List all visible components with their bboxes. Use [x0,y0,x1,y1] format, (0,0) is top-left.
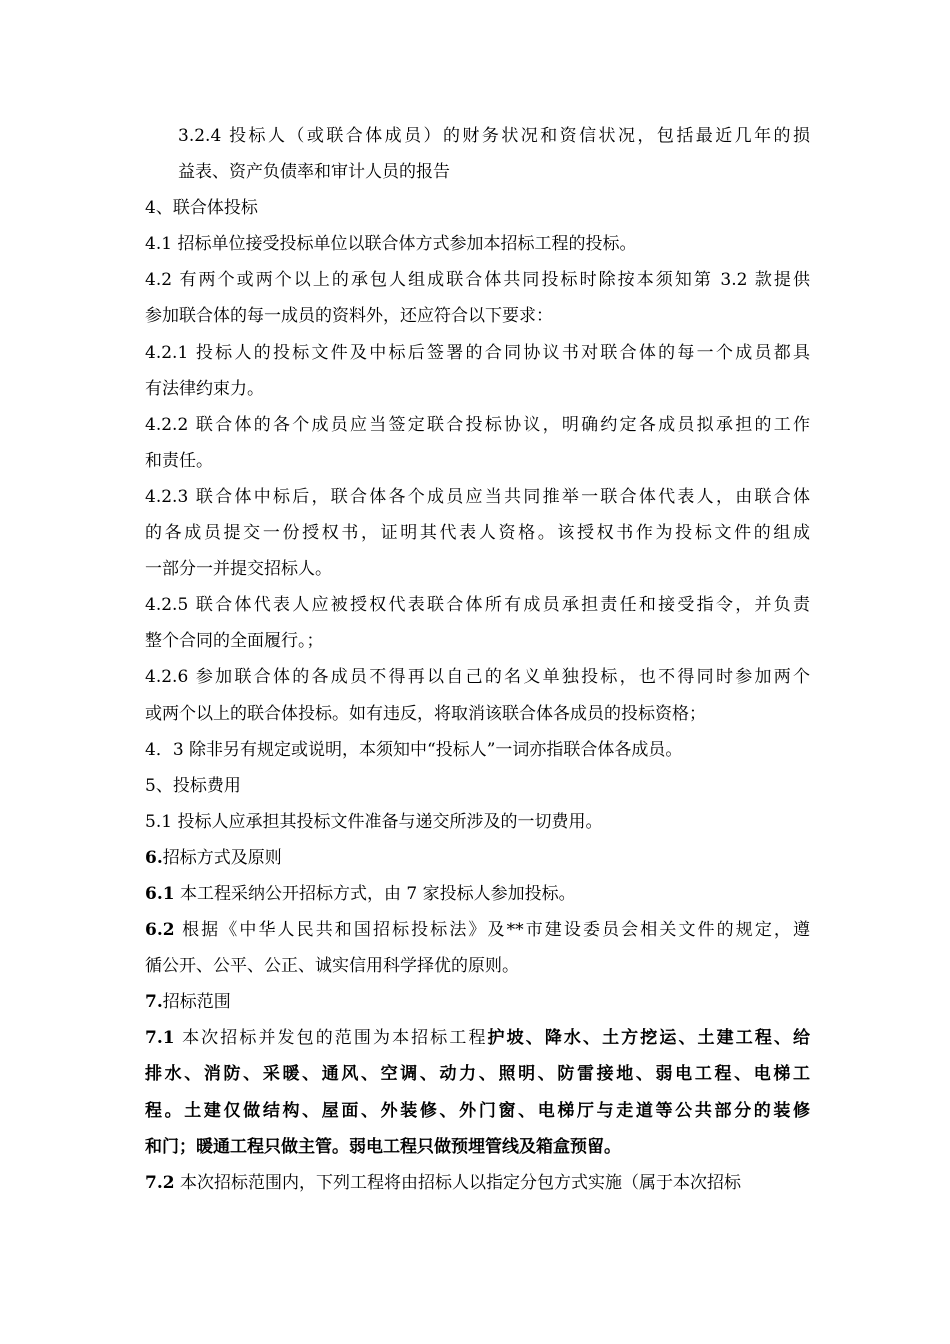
text-line [145,515,810,551]
paragraph-p-7 [145,984,810,1020]
bold-text: 护坡、降水、土方挖运、土建工程、给 [487,1028,811,1049]
text-line [145,768,810,804]
text-run: 4.1 招标单位接受投标单位以联合体方式参加本招标工程的投标。 [145,234,637,255]
text-run: 本次招标范围内，下列工程将由招标人以指定分包方式实施（属于本次招标 [174,1172,741,1193]
text-run: 4.2 有两个或两个以上的承包人组成联合体共同投标时除按本须知第 3.2 款提供 [145,270,810,291]
paragraph-p-4-1 [145,226,810,262]
text-line [145,623,810,659]
text-run: 循公开、公平、公正、诚实信用科学择优的原则。 [145,956,519,977]
text-run: 4．3 除非另有规定或说明，本须知中“投标人”一词亦指联合体各成员。 [145,739,683,760]
paragraph-p-6 [145,840,810,876]
paragraph-p-3-2-4 [145,118,810,190]
bold-text: 和门；暖通工程只做主管。弱电工程只做预埋管线及箱盒预留。 [145,1136,621,1157]
text-run: 和责任。 [145,450,213,471]
text-line [145,298,810,334]
bold-text: 7. [145,992,163,1013]
text-line [145,912,810,948]
text-run: 4、联合体投标 [145,198,258,219]
text-run: 或两个以上的联合体投标。如有违反，将取消该联合体各成员的投标资格； [145,703,706,724]
text-line [145,659,810,695]
text-line [145,840,810,876]
text-run: 参加联合体的每一成员的资料外，还应符合以下要求： [145,306,553,327]
paragraph-p-4-2-5 [145,587,810,659]
text-run: 招标方式及原则 [162,847,282,868]
text-line [145,876,810,912]
paragraph-p-4-2-2 [145,407,810,479]
text-run: 4.2.2 联合体的各个成员应当签定联合投标协议，明确约定各成员拟承担的工作 [145,414,810,435]
text-run: 3.2.4 投标人（或联合体成员）的财务状况和资信状况，包括最近几年的损 [178,126,810,146]
bold-text: 6.2 [145,920,175,941]
text-run: 5.1 投标人应承担其投标文件准备与递交所涉及的一切费用。 [145,811,603,832]
text-line [145,443,810,479]
text-line [145,804,810,840]
text-line [145,118,810,154]
text-line [145,335,810,371]
text-line [145,479,810,515]
bold-text: 6.1 [145,883,175,904]
text-line [145,407,810,443]
text-run: 的各成员提交一份授权书，证明其代表人资格。该授权书作为投标文件的组成 [145,523,810,544]
text-run: 招标范围 [162,992,231,1013]
document-body [145,118,810,1201]
text-run: 本工程采纳公开招标方式，由 7 家投标人参加投标。 [174,883,576,904]
paragraph-p-5-1 [145,804,810,840]
paragraph-p-4-2-1 [145,335,810,407]
bold-text: 程。土建仅做结构、屋面、外装修、外门窗、电梯厅与走道等公共部分的装修 [145,1100,810,1121]
text-run: 4.2.5 联合体代表人应被授权代表联合体所有成员承担责任和接受指令，并负责 [145,595,810,616]
text-run: 有法律约束力。 [145,378,264,399]
paragraph-p-7-2 [145,1165,810,1201]
paragraph-p-7-1 [145,1020,810,1164]
paragraph-p-6-2 [145,912,810,984]
bold-text: 7.2 [145,1172,175,1193]
text-line [145,587,810,623]
bold-text: 排水、消防、采暖、通风、空调、动力、照明、防雷接地、弱电工程、电梯工 [145,1064,810,1085]
paragraph-p-4-2 [145,262,810,334]
paragraph-p-4-2-6 [145,659,810,731]
text-line [145,1165,810,1201]
text-run: 5、投标费用 [145,775,241,796]
text-line [145,948,810,984]
text-line [145,732,810,768]
text-line [145,551,810,587]
text-line [145,226,810,262]
paragraph-p-4-2-3 [145,479,810,587]
text-run: 本次招标并发包的范围为本招标工程 [174,1028,488,1049]
paragraph-p-4-3 [145,732,810,768]
text-line [145,1129,810,1165]
text-run: 益表、资产负债率和审计人员的报告 [178,162,450,183]
text-run: 4.2.1 投标人的投标文件及中标后签署的合同协议书对联合体的每一个成员都具 [145,342,810,363]
text-line [145,262,810,298]
paragraph-p-6-1 [145,876,810,912]
text-run: 一部分一并提交招标人。 [145,559,332,580]
paragraph-p-5 [145,768,810,804]
text-line [145,984,810,1020]
bold-text: 6. [145,847,163,868]
bold-text: 7.1 [145,1028,175,1049]
text-run: 4.2.6 参加联合体的各成员不得再以自己的名义单独投标，也不得同时参加两个 [145,667,810,688]
paragraph-p-4 [145,190,810,226]
text-line [145,1056,810,1092]
text-line [145,371,810,407]
text-line [145,1020,810,1056]
text-run: 4.2.3 联合体中标后，联合体各个成员应当共同推举一联合体代表人，由联合体 [145,486,810,507]
text-line [145,190,810,226]
text-line [145,154,810,190]
text-run: 根据《中华人民共和国招标投标法》及**市建设委员会相关文件的规定，遵 [174,920,810,941]
text-line [145,1093,810,1129]
text-line [145,696,810,732]
text-run: 整个合同的全面履行。； [145,631,324,652]
